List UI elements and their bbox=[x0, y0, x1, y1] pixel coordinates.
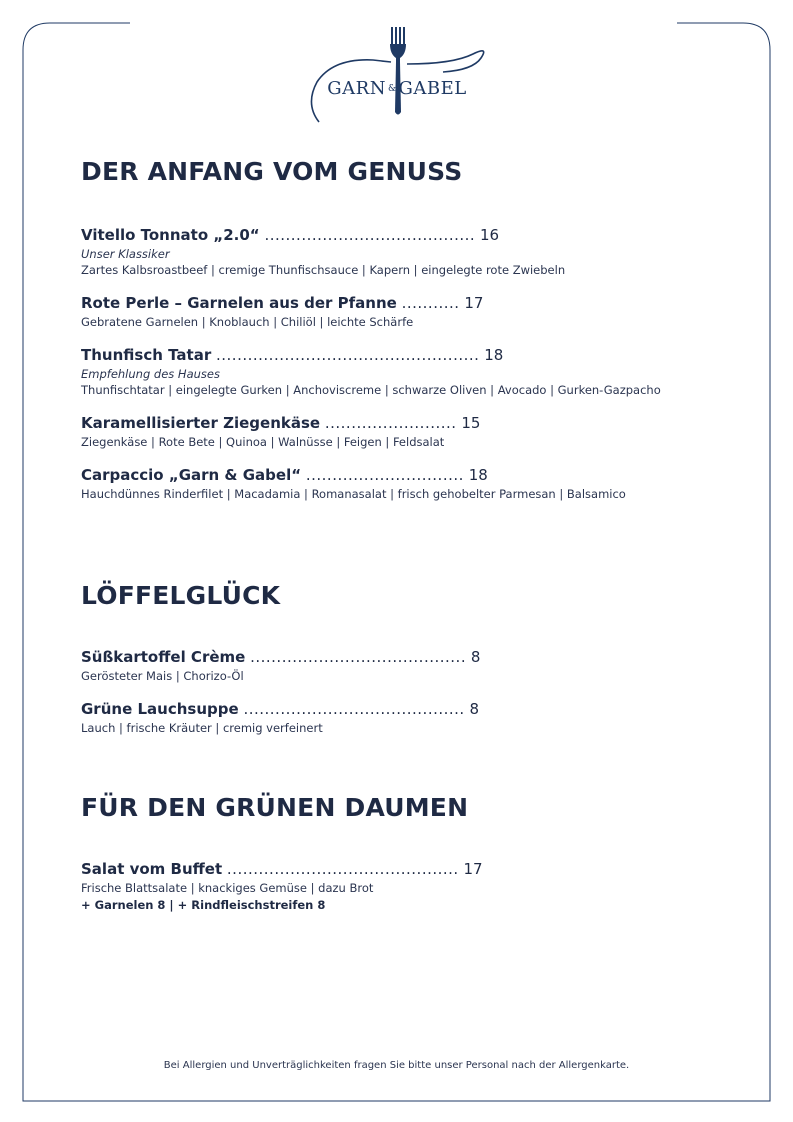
logo-word-gabel: GABEL bbox=[398, 78, 467, 99]
menu-item bbox=[81, 412, 721, 451]
section-salads bbox=[81, 786, 721, 914]
item-description: Thunfischtatar | eingelegte Gurken | Anchoviscreme | schwarze Oliven | Avocado | Gurken-Gazpacho bbox=[81, 383, 661, 397]
item-name: Süßkartoffel Crème bbox=[81, 648, 246, 666]
section-title: LÖFFELGLÜCK bbox=[81, 581, 281, 610]
menu-item bbox=[81, 698, 721, 737]
item-dots: .......................................... bbox=[243, 700, 465, 718]
menu-item bbox=[81, 464, 721, 503]
menu-item bbox=[81, 292, 721, 331]
logo bbox=[303, 24, 491, 124]
item-dots: .................................................. bbox=[216, 346, 480, 364]
item-name: Thunfisch Tatar bbox=[81, 346, 212, 364]
item-name: Grüne Lauchsuppe bbox=[81, 700, 239, 718]
item-extras: + Garnelen 8 | + Rindfleischstreifen 8 bbox=[81, 898, 326, 912]
item-dots: ........... bbox=[401, 294, 460, 312]
item-name: Vitello Tonnato „2.0“ bbox=[81, 226, 260, 244]
item-dots: ............................................ bbox=[226, 860, 459, 878]
item-price: 18 bbox=[484, 346, 504, 364]
item-name: Carpaccio „Garn & Gabel“ bbox=[81, 466, 302, 484]
item-note: Unser Klassiker bbox=[81, 247, 170, 261]
section-soups bbox=[81, 574, 721, 786]
item-description: Lauch | frische Kräuter | cremig verfeinert bbox=[81, 721, 323, 735]
menu-item bbox=[81, 858, 721, 914]
item-price: 17 bbox=[464, 294, 484, 312]
item-price: 15 bbox=[461, 414, 481, 432]
item-price: 8 bbox=[470, 648, 481, 666]
item-price: 18 bbox=[468, 466, 488, 484]
section-title: FÜR DEN GRÜNEN DAUMEN bbox=[81, 793, 469, 822]
item-name: Rote Perle – Garnelen aus der Pfanne bbox=[81, 294, 397, 312]
section-title: DER ANFANG VOM GENUSS bbox=[81, 157, 463, 186]
item-price: 8 bbox=[469, 700, 480, 718]
item-name: Salat vom Buffet bbox=[81, 860, 223, 878]
item-description: Ziegenkäse | Rote Bete | Quinoa | Walnüsse | Feigen | Feldsalat bbox=[81, 435, 445, 449]
item-note: Empfehlung des Hauses bbox=[81, 367, 220, 381]
item-description: Zartes Kalbsroastbeef | cremige Thunfischsauce | Kapern | eingelegte rote Zwiebeln bbox=[81, 263, 566, 277]
section-starters bbox=[81, 150, 721, 574]
logo-word-garn: GARN bbox=[327, 78, 386, 99]
item-description: Hauchdünnes Rinderfilet | Macadamia | Romanasalat | frisch gehobelter Parmesan | Balsamico bbox=[81, 487, 626, 501]
item-price: 17 bbox=[463, 860, 483, 878]
item-price: 16 bbox=[479, 226, 500, 244]
item-description: Gebratene Garnelen | Knoblauch | Chiliöl | leichte Schärfe bbox=[81, 315, 414, 329]
fork-logo-icon bbox=[303, 24, 491, 124]
item-dots: ........................................ bbox=[264, 226, 476, 244]
item-description: Gerösteter Mais | Chorizo-Öl bbox=[81, 669, 244, 683]
item-dots: .............................. bbox=[305, 466, 464, 484]
item-dots: ......................................... bbox=[250, 648, 467, 666]
menu-item bbox=[81, 224, 721, 279]
item-name: Karamellisierter Ziegenkäse bbox=[81, 414, 321, 432]
item-dots: ......................... bbox=[324, 414, 457, 432]
allergy-footer-note: Bei Allergien und Unverträglichkeiten fragen Sie bitte unser Personal nach der Allergenkarte. bbox=[163, 1060, 630, 1071]
logo-wordmark bbox=[303, 78, 491, 99]
menu-content bbox=[81, 150, 721, 927]
menu-item bbox=[81, 344, 721, 399]
logo-ampersand: & bbox=[387, 84, 397, 94]
menu-item bbox=[81, 646, 721, 685]
item-description: Frische Blattsalate | knackiges Gemüse | dazu Brot bbox=[81, 881, 374, 895]
